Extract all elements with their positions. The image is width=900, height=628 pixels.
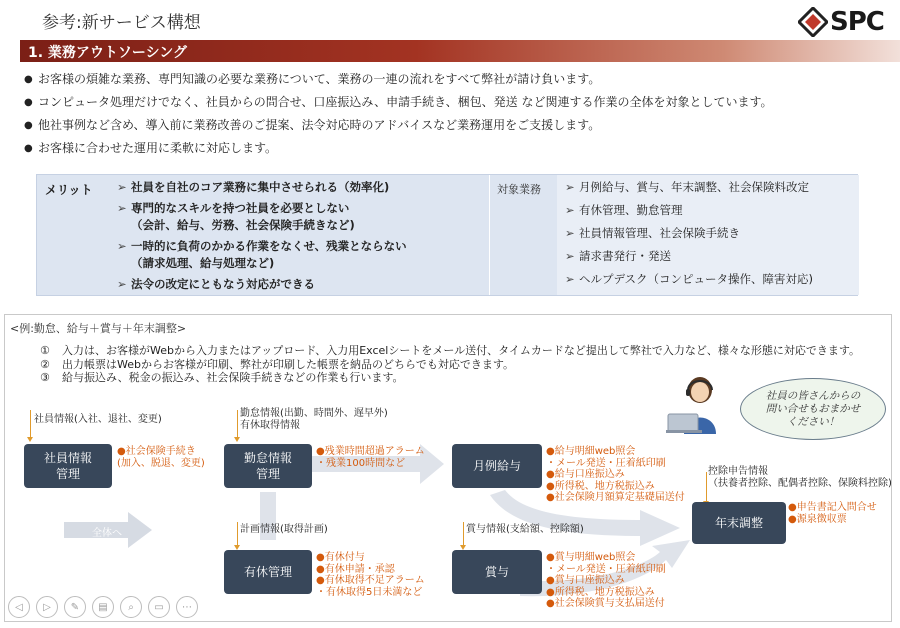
operator-icon	[666, 372, 730, 434]
bullet-item: ● お客様に合わせた運用に柔軟に対応します。	[24, 137, 894, 160]
input-arrow	[237, 522, 238, 546]
note-item: ③ 給与振込み、税金の振込み、社会保険手続きなどの作業も行います。	[40, 371, 404, 384]
koujo-input-label: 控除申告情報 （扶養者控除、配偶者控除、保険料控除)	[708, 466, 892, 489]
input-arrow	[30, 410, 31, 438]
merit-item: ➢ 専門的なスキルを持つ社員を必要としない （会計、給与、労務、社会保険手続きなど)	[117, 201, 355, 232]
logo-text: SPC	[830, 7, 884, 37]
node-kintai-joho: 勤怠情報 管理	[224, 444, 312, 488]
shoyo-input-label: 賞与情報(支給額、控除額)	[466, 524, 584, 535]
arrow-right-icon: ➢	[565, 249, 575, 263]
note-item: ① 入力は、お客様がWebから入力またはアップロード、入力用Excelシートをメール送付、タイムカードなど提出して弊社で入力など、様々な形態に対応できます。	[40, 344, 861, 357]
target-item: ➢ 社員情報管理、社会保険手続き	[565, 226, 740, 240]
input-arrow	[706, 472, 707, 502]
node-shoyo: 賞与	[452, 550, 542, 594]
bullet-icon: ●	[24, 97, 33, 108]
bullet-icon: ●	[24, 74, 33, 85]
arrow-right-icon: ➢	[565, 180, 575, 194]
node-getsurei-kyuyo: 月例給与	[452, 444, 542, 488]
arrow-right-icon: ➢	[565, 203, 575, 217]
arrow-right-icon: ➢	[117, 180, 127, 194]
kyuyo-output: ●給与明細web照会 ・メール発送・圧着紙印刷 ●給与口座振込み ●所得税、地方税振込み ●社会保険月額算定基礎届送付	[546, 446, 685, 503]
arrow-right-icon: ➢	[565, 272, 575, 286]
page-title: 参考:新サービス構想	[42, 13, 201, 33]
target-item: ➢ 月例給与、賞与、年末調整、社会保険料改定	[565, 180, 809, 194]
example-title: <例:勤怠、給与＋賞与＋年末調整>	[10, 322, 187, 335]
arrow-right-icon: ➢	[117, 201, 127, 215]
bullet-item: ● コンピュータ処理だけでなく、社員からの問合せ、口座振込み、申請手続き、梱包、発送 など関連する作業の全体を対象としています。	[24, 91, 894, 114]
slide-toolbar	[8, 596, 198, 618]
shain-output: ●社会保険手続き (加入、脱退、変更)	[117, 446, 205, 469]
merit-item: ➢ 社員を自社のコア業務に集中させられる（効率化)	[117, 180, 390, 194]
target-label: 対象業務	[497, 183, 541, 196]
arrow-right-icon: ➢	[117, 277, 127, 291]
speech-bubble: 社員の皆さんからの 問い合せもおまかせ ください！	[740, 378, 886, 440]
input-arrow	[463, 522, 464, 546]
merit-item: ➢ 一時的に負荷のかかる作業をなくせ、残業とならない （請求処理、給与処理など)	[117, 239, 407, 270]
bullet-item: ● 他社事例など含め、導入前に業務改善のご提案、法令対応時のアドバイスなど業務運用をご支援します。	[24, 114, 894, 137]
note-item: ② 出力帳票はWebからお客様が印刷、弊社が印刷した帳票を納品のどちらでも対応できます。	[40, 357, 514, 371]
bullet-icon: ●	[24, 143, 33, 154]
next-slide-icon[interactable]: ▷	[36, 596, 58, 618]
target-item: ➢ 請求書発行・発送	[565, 249, 671, 263]
node-yukyu-kanri: 有休管理	[224, 550, 312, 594]
shoyo-output: ●賞与明細web照会 ・メール発送・圧着紙印刷 ●賞与口座振込み ●所得税、地方税振込み ●社会保険賞与支払届送付	[546, 552, 666, 609]
bullet-item: ● お客様の煩雑な業務、専門知識の必要な業務について、業務の一連の流れをすべて弊社が請け負います。	[24, 68, 894, 91]
zoom-icon[interactable]: ⌕	[120, 596, 142, 618]
slides-grid-icon[interactable]: ▤	[92, 596, 114, 618]
kintai-output: ●残業時間超過アラーム ・残業100時間など	[316, 446, 425, 469]
merit-label: メリット	[45, 183, 93, 197]
section-title: 1. 業務アウトソーシング	[28, 45, 188, 61]
node-nenmatsu-chosei: 年末調整	[692, 502, 786, 544]
input-arrow	[237, 410, 238, 438]
merit-item: ➢ 法令の改定にともなう対応ができる	[117, 277, 315, 291]
prev-slide-icon[interactable]: ◁	[8, 596, 30, 618]
yukyu-output: ●有休付与 ●有休申請・承認 ●有休取得不足アラーム ・有休取得5日未満など	[316, 552, 425, 598]
pen-icon[interactable]: ✎	[64, 596, 86, 618]
subtitle-icon[interactable]: ▭	[148, 596, 170, 618]
zentai-label: 全体へ	[92, 528, 122, 539]
kintai-input-label: 勤怠情報(出勤、時間外、遅早外) 有休取得情報	[240, 408, 388, 431]
arrow-right-icon: ➢	[565, 226, 575, 240]
keikaku-input-label: 計画情報(取得計画)	[240, 524, 328, 535]
arrow-right-icon: ➢	[117, 239, 127, 253]
node-shain-joho: 社員情報 管理	[24, 444, 112, 488]
target-item: ➢ ヘルプデスク（コンピュータ操作、障害対応)	[565, 272, 814, 286]
bullet-icon: ●	[24, 120, 33, 131]
target-item: ➢ 有休管理、勤怠管理	[565, 203, 683, 217]
shain-input-label: 社員情報(入社、退社、変更)	[34, 414, 162, 425]
nenmatsu-output: ●申告書記入問合せ ●源泉徴収票	[788, 502, 877, 525]
more-options-icon[interactable]: ⋯	[176, 596, 198, 618]
